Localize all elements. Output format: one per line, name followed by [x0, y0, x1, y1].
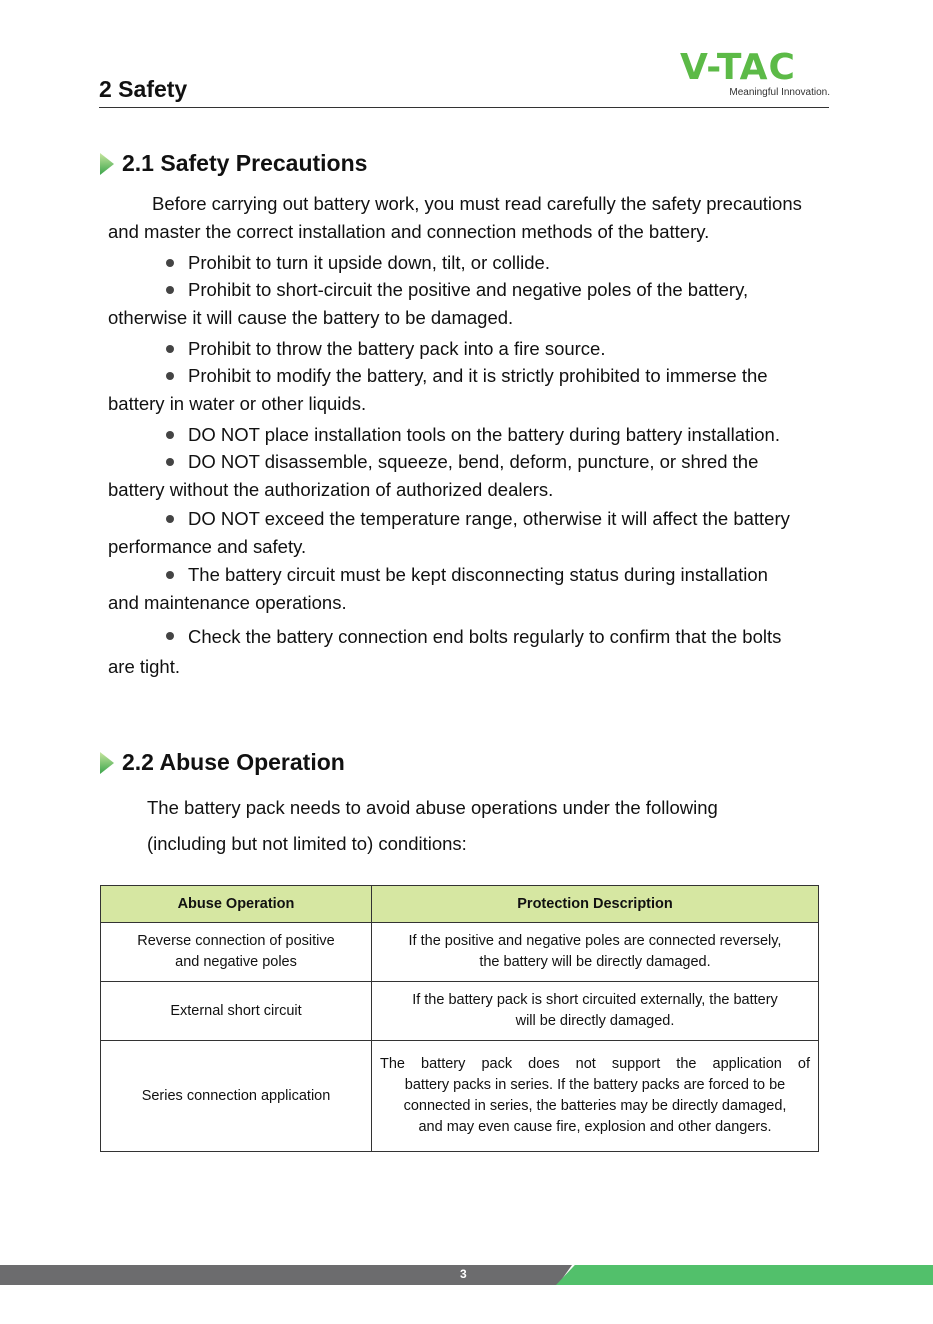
- bullet-dot-icon: [166, 372, 174, 380]
- bullet-dot-icon: [166, 458, 174, 466]
- bullet-dot-icon: [166, 515, 174, 523]
- header-divider: [99, 107, 829, 108]
- abuse-operation-table: [100, 885, 819, 1152]
- bullet-item: The battery circuit must be kept disconnecting status during installation and maintenance operations.: [108, 564, 768, 613]
- bullet-dot-icon: [166, 259, 174, 267]
- table-row: [101, 982, 819, 1041]
- table-cell-description: The battery pack does not support the application of battery packs in series. If the battery packs are forced to be connected in series, the batteries may be directly damaged, and may even cause fire, explosion and other dangers.: [372, 1041, 819, 1152]
- bullet-item: Prohibit to turn it upside down, tilt, or collide.: [108, 249, 833, 277]
- section2-intro-line1: The battery pack needs to avoid abuse operations under the following: [147, 797, 718, 818]
- footer-gray-band: [0, 1265, 572, 1285]
- table-cell-operation: Reverse connection of positive and negative poles: [101, 923, 372, 982]
- bullet-item: Check the battery connection end bolts regularly to confirm that the bolts are tight.: [108, 626, 782, 677]
- column-header-protection-description: Protection Description: [372, 886, 819, 923]
- table-cell-operation: External short circuit: [101, 982, 372, 1041]
- bullet-item: Prohibit to modify the battery, and it is strictly prohibited to immerse the battery in water or other liquids.: [108, 365, 768, 414]
- section2-intro: [147, 790, 872, 862]
- section-heading-text: 2.1 Safety Precautions: [122, 150, 368, 176]
- logo-wordmark: V-TAC: [680, 47, 796, 88]
- table-header-row: [101, 886, 819, 923]
- section1-intro: [108, 190, 833, 246]
- bullet-dot-icon: [166, 286, 174, 294]
- table-row: [101, 1041, 819, 1152]
- section2-intro-line2: (including but not limited to) conditions:: [147, 833, 467, 854]
- bullet-item: Prohibit to short-circuit the positive and negative poles of the battery, otherwise it will cause the battery to be damaged.: [108, 279, 749, 328]
- bullet-dot-icon: [166, 345, 174, 353]
- section-heading-abuse-operation: [100, 749, 345, 776]
- bullet-item: DO NOT exceed the temperature range, otherwise it will affect the battery performance and safety.: [108, 508, 790, 557]
- section1-intro-line1: Before carrying out battery work, you must read carefully the safety precautions: [152, 193, 802, 214]
- brand-logo: [680, 47, 830, 102]
- table-cell-description: If the positive and negative poles are connected reversely, the battery will be directly damaged.: [372, 923, 819, 982]
- bullet-item: DO NOT place installation tools on the battery during battery installation.: [108, 421, 833, 449]
- bullet-dot-icon: [166, 571, 174, 579]
- page-number: 3: [460, 1267, 467, 1281]
- footer-green-band: [556, 1265, 933, 1285]
- bullet-dot-icon: [166, 431, 174, 439]
- section1-intro-line2: and master the correct installation and connection methods of the battery.: [108, 221, 710, 242]
- section-heading-text: 2.2 Abuse Operation: [122, 749, 345, 775]
- section-heading-safety-precautions: [100, 150, 367, 177]
- column-header-abuse-operation: Abuse Operation: [101, 886, 372, 923]
- bullet-dot-icon: [166, 632, 174, 640]
- bullet-item: DO NOT disassemble, squeeze, bend, deform, puncture, or shred the battery without the authorization of authorized dealers.: [108, 451, 759, 500]
- table-cell-operation: Series connection application: [101, 1041, 372, 1152]
- page-footer: [0, 1265, 933, 1285]
- table-row: [101, 923, 819, 982]
- table-cell-description: If the battery pack is short circuited externally, the battery will be directly damaged.: [372, 982, 819, 1041]
- gradient-arrow-icon: [100, 752, 114, 774]
- bullet-item: Prohibit to throw the battery pack into a fire source.: [108, 335, 833, 363]
- gradient-arrow-icon: [100, 153, 114, 175]
- page-title: 2 Safety: [99, 76, 188, 102]
- logo-tagline: Meaningful Innovation.: [729, 87, 830, 98]
